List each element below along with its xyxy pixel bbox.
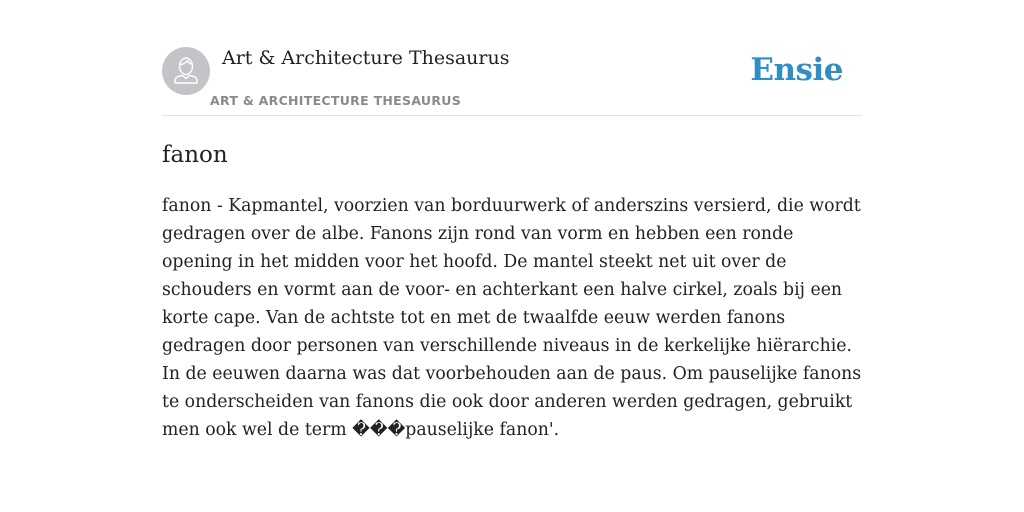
source-title[interactable]: Art & Architecture Thesaurus [222, 47, 510, 69]
entry-definition: fanon - Kapmantel, voorzien van borduurwerk of anderszins versierd, die wordt gedragen over de albe. Fanons zijn rond van vorm en hebben een ronde opening in het midden voor het hoofd. De mantel steekt net uit over de schouders en vormt aan de voor- en achterkant een halve cirkel, zoals bij een korte cape. Van de achtste tot en met de twaalfde eeuw werden fanons gedragen door personen van verschillende niveaus in de kerkelijke hiërarchie. In de eeuwen daarna was dat voorbehouden aan de paus. Om pauselijke fanons te onderscheiden van fanons die ook door anderen werden gedragen, gebruikt men ook wel de term ���pauselijke fanon'. [162, 196, 862, 440]
content-container [162, 0, 862, 440]
entry-term: fanon [162, 142, 228, 168]
source-header [162, 0, 862, 116]
source-subtitle[interactable]: ART & ARCHITECTURE THESAURUS [210, 93, 462, 108]
user-icon [162, 47, 210, 95]
source-avatar[interactable] [162, 47, 210, 95]
ensie-logo[interactable]: Ensie [750, 52, 843, 88]
